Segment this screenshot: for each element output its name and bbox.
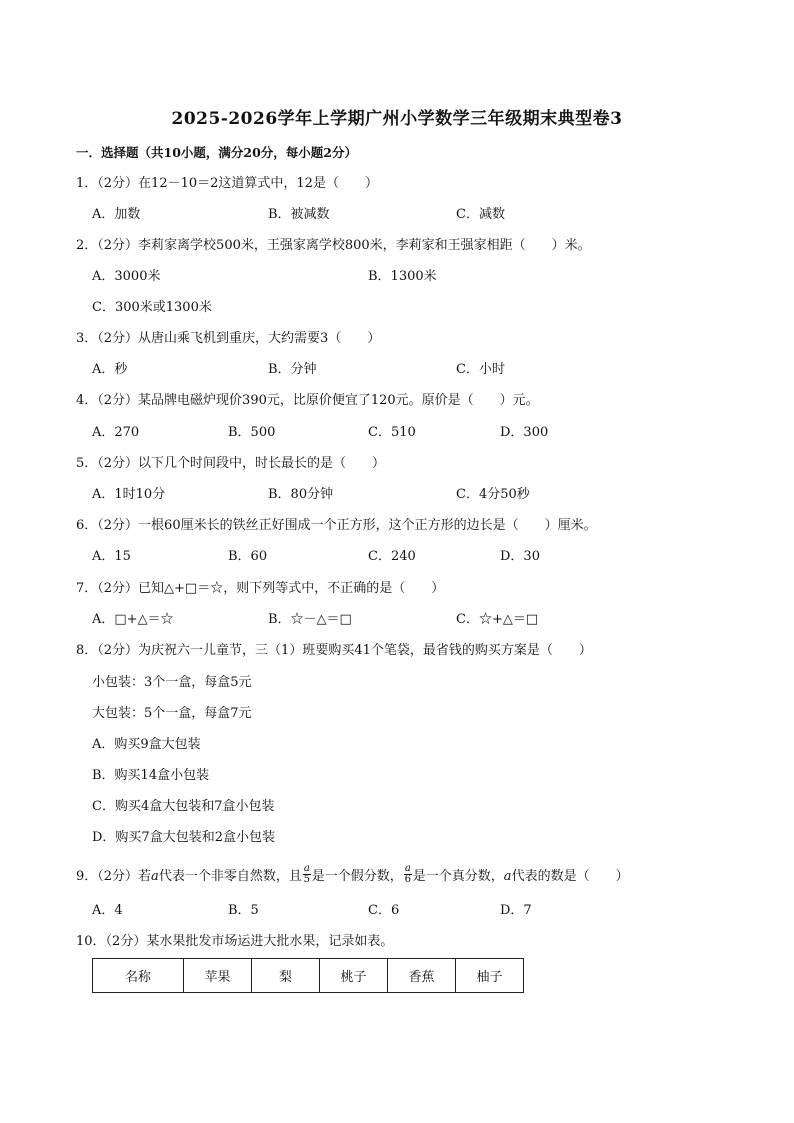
question-7-option-c: C．☆+△＝□: [456, 612, 539, 627]
question-3-option-c: C．小时: [456, 362, 505, 377]
question-5-option-a: A．1时10分: [92, 487, 166, 502]
question-6-stem: 6．（2分）一根60厘米长的铁丝正好围成一个正方形，这个正方形的边长是（ ）厘米。: [76, 518, 597, 533]
question-8-small-package: 小包装：3个一盒，每盒5元: [92, 675, 252, 690]
table-header-peach: 桃子: [320, 959, 388, 993]
question-8-option-c: C．购买4盒大包装和7盒小包装: [92, 799, 275, 814]
question-9-option-b: B．5: [228, 903, 259, 918]
table-header-pear: 梨: [252, 959, 320, 993]
question-7-option-b: B．☆－△＝□: [268, 612, 352, 627]
table-header-apple: 苹果: [184, 959, 252, 993]
variable-a: a: [503, 869, 512, 884]
question-6-option-a: A．15: [92, 549, 131, 564]
section-heading: 一．选择题（共10小题，满分20分，每小题2分）: [76, 145, 357, 160]
question-3-stem: 3．（2分）从唐山乘飞机到重庆，大约需要3（ ）: [76, 331, 381, 346]
question-9-stem-part-4: 是一个真分数，: [412, 869, 504, 884]
fraction-numerator: a: [303, 863, 310, 874]
table-header-pomelo: 柚子: [456, 959, 524, 993]
question-4-option-a: A．270: [92, 425, 140, 440]
question-4-option-c: C．510: [368, 425, 416, 440]
question-6-option-b: B．60: [228, 549, 268, 564]
question-2-option-c: C．300米或1300米: [92, 300, 212, 315]
question-2-stem: 2．（2分）李莉家离学校500米，王强家离学校800米，李莉家和王强家相距（ ）米。: [76, 238, 591, 253]
fraction-a-over-5: [303, 864, 311, 885]
question-9-option-d: D．7: [500, 903, 532, 918]
question-1-option-a: A．加数: [92, 207, 141, 222]
question-1-option-c: C．减数: [456, 207, 505, 222]
question-1-option-b: B．被减数: [268, 207, 330, 222]
question-10-stem: 10．（2分）某水果批发市场运进大批水果，记录如表。: [76, 934, 394, 949]
question-4-stem: 4．（2分）某品牌电磁炉现价390元，比原价便宜了120元。原价是（ ）元。: [76, 393, 539, 408]
question-6-option-d: D．30: [500, 549, 540, 564]
question-5-stem: 5．（2分）以下几个时间段中，时长最长的是（ ）: [76, 456, 386, 471]
fruit-table: [92, 958, 524, 993]
table-header-banana: 香蕉: [388, 959, 456, 993]
fraction-denominator: 5: [303, 874, 310, 885]
question-9-stem: [76, 863, 629, 887]
question-9-stem-part-5: 代表的数是（ ）: [511, 869, 629, 884]
fraction-numerator: a: [404, 863, 411, 874]
question-9-option-c: C．6: [368, 903, 400, 918]
question-1-stem: 1．（2分）在12－10＝2这道算式中，12是（ ）: [76, 176, 378, 191]
question-8-stem: 8．（2分）为庆祝六一儿童节，三（1）班要购买41个笔袋，最省钱的购买方案是（ ）: [76, 643, 592, 658]
question-3-option-a: A．秒: [92, 362, 128, 377]
fraction-a-over-6: [404, 864, 412, 885]
question-8-option-d: D．购买7盒大包装和2盒小包装: [92, 830, 275, 845]
question-9-stem-part-2: 代表一个非零自然数，且: [158, 869, 302, 884]
question-6-option-c: C．240: [368, 549, 416, 564]
question-8-option-b: B．购买14盒小包装: [92, 768, 210, 783]
page-title: 2025-2026学年上学期广州小学数学三年级期末典型卷3: [171, 109, 623, 129]
table-header-name: 名称: [93, 959, 184, 993]
question-8-large-package: 大包装：5个一盒，每盒7元: [92, 706, 252, 721]
question-5-option-b: B．80分钟: [268, 487, 334, 502]
question-8-option-a: A．购买9盒大包装: [92, 737, 201, 752]
question-4-option-d: D．300: [500, 425, 549, 440]
question-7-stem: 7．（2分）已知△+□＝☆，则下列等式中，不正确的是（ ）: [76, 581, 445, 596]
question-5-option-c: C．4分50秒: [456, 487, 530, 502]
question-9-stem-part-3: 是一个假分数，: [311, 869, 403, 884]
question-2-option-a: A．3000米: [92, 269, 161, 284]
fraction-denominator: 6: [404, 874, 411, 885]
question-2-option-b: B．1300米: [368, 269, 437, 284]
question-7-option-a: A．□+△＝☆: [92, 612, 174, 627]
question-9-stem-part-1: 9．（2分）若: [76, 869, 152, 884]
variable-a: a: [151, 869, 159, 884]
question-9-option-a: A．4: [92, 903, 123, 918]
question-3-option-b: B．分钟: [268, 362, 317, 377]
table-row: [93, 959, 524, 993]
question-4-option-b: B．500: [228, 425, 276, 440]
